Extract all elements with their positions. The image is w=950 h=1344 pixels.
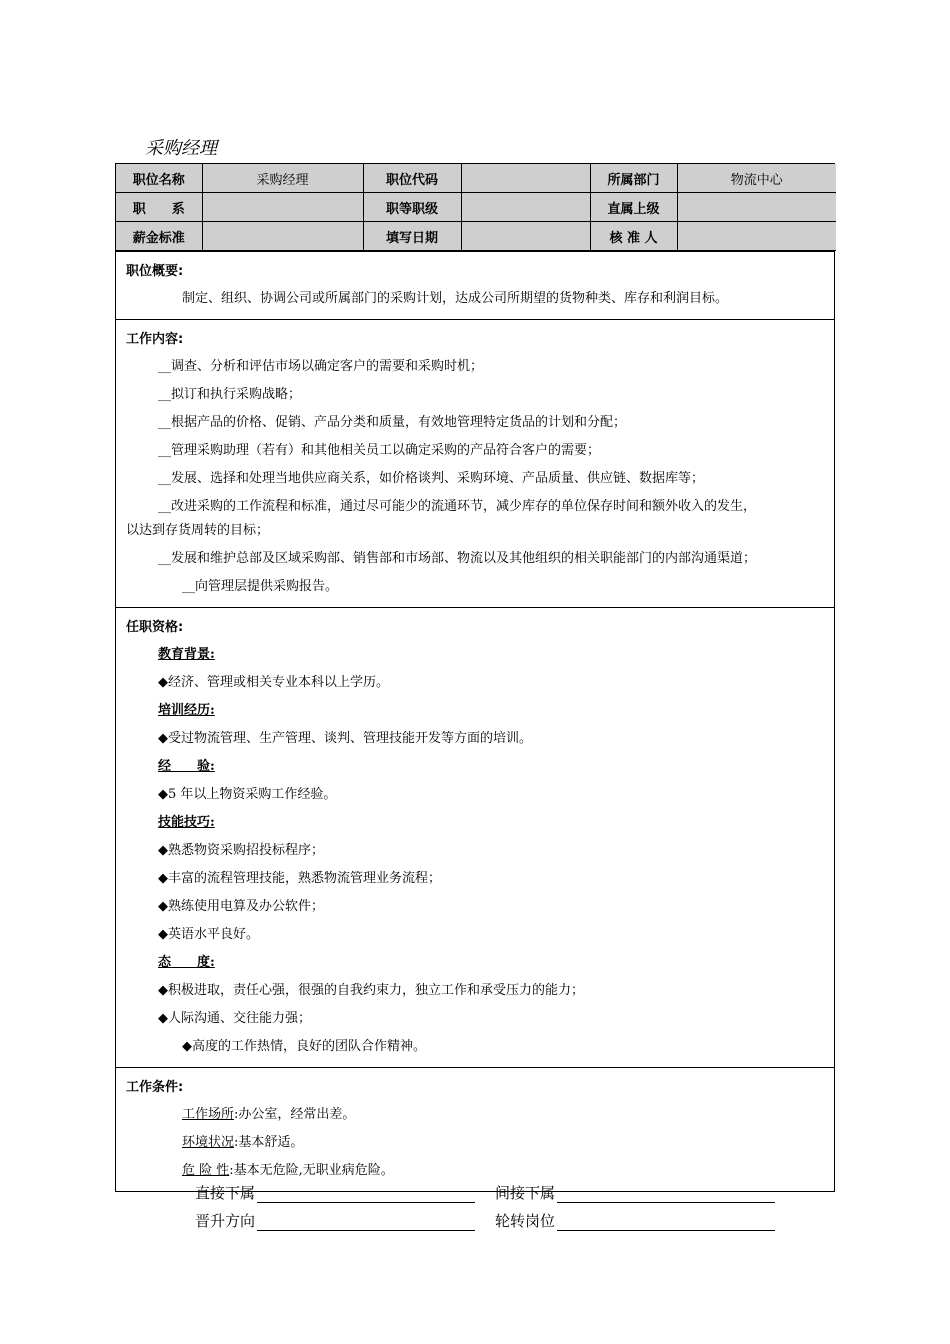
header-label: 职等职级 — [363, 193, 461, 222]
page-title: 采购经理 — [145, 138, 217, 159]
condition-key: 危 险 性 — [182, 1163, 230, 1178]
header-label: 薪金标准 — [116, 222, 202, 251]
duty-item: __根据产品的价格、促销、产品分类和质量，有效地管理特定货品的计划和分配； — [158, 415, 627, 430]
section-title: 工作内容: — [126, 332, 184, 347]
header-value: 物流中心 — [677, 164, 836, 193]
training-item: ◆受过物流管理、生产管理、谈判、管理技能开发等方面的培训。 — [158, 731, 532, 746]
header-value — [202, 222, 363, 251]
skill-item: ◆丰富的流程管理技能，熟悉物流管理业务流程； — [158, 871, 441, 886]
field-label: 间接下属 — [495, 1183, 556, 1202]
skill-item: ◆熟悉物资采购招投标程序； — [158, 843, 324, 858]
attitude-item: ◆高度的工作热情，良好的团队合作精神。 — [182, 1039, 426, 1054]
overview-section — [116, 251, 834, 319]
indirect-subordinate-field — [495, 1182, 795, 1203]
section-title: 任职资格: — [126, 620, 184, 635]
duty-item: __拟订和执行采购战略； — [158, 387, 302, 402]
header-label: 职位代码 — [363, 164, 461, 193]
footer-row — [195, 1206, 795, 1234]
condition-key: 工作场所 — [182, 1107, 235, 1122]
section-title: 工作条件: — [126, 1080, 184, 1095]
overview-text: 制定、组织、协调公司或所属部门的采购计划，达成公司所期望的货物种类、库存和利润目标。 — [182, 291, 729, 306]
duty-item: __改进采购的工作流程和标准，通过尽可能少的流通环节，减少库存的单位保存时间和额外收入的发生， — [158, 499, 757, 514]
attitude-item: ◆人际沟通、交往能力强； — [158, 1011, 311, 1026]
qualifications-section — [116, 607, 834, 1067]
header-value — [461, 193, 590, 222]
experience-heading: 经 验: — [158, 759, 215, 774]
header-value — [677, 193, 836, 222]
condition-key: 环境状况 — [182, 1135, 235, 1150]
header-label: 填写日期 — [363, 222, 461, 251]
experience-item: ◆5 年以上物资采购工作经验。 — [158, 787, 337, 802]
education-item: ◆经济、管理或相关专业本科以上学历。 — [158, 675, 389, 690]
fill-blank[interactable] — [557, 1186, 775, 1203]
section-title: 职位概要: — [126, 264, 184, 279]
header-value — [461, 222, 590, 251]
conditions-section — [116, 1067, 834, 1191]
direct-subordinate-field — [195, 1182, 495, 1203]
header-table — [116, 164, 836, 251]
header-label: 职 系 — [116, 193, 202, 222]
attitude-item: ◆积极进取，责任心强，很强的自我约束力，独立工作和承受压力的能力； — [158, 983, 584, 998]
job-description-form — [115, 163, 835, 1192]
condition-environment — [126, 1129, 824, 1157]
field-label: 直接下属 — [195, 1183, 256, 1202]
header-row — [116, 164, 836, 193]
training-heading: 培训经历: — [158, 703, 215, 718]
skill-item: ◆熟练使用电算及办公软件； — [158, 899, 324, 914]
skills-heading: 技能技巧: — [158, 815, 215, 830]
duty-item: __向管理层提供采购报告。 — [182, 579, 339, 594]
header-value: 采购经理 — [202, 164, 363, 193]
fill-blank[interactable] — [257, 1186, 475, 1203]
duty-item: __发展、选择和处理当地供应商关系，如价格谈判、采购环境、产品质量、供应链、数据库等； — [158, 471, 705, 486]
condition-place — [126, 1101, 824, 1129]
attitude-heading: 态 度: — [158, 955, 215, 970]
promotion-field — [195, 1210, 495, 1231]
header-value — [461, 164, 590, 193]
field-label: 晋升方向 — [195, 1211, 256, 1230]
condition-value: :办公室，经常出差。 — [234, 1107, 356, 1122]
skill-item: ◆英语水平良好。 — [158, 927, 259, 942]
header-label: 职位名称 — [116, 164, 202, 193]
fill-blank[interactable] — [257, 1214, 475, 1231]
footer-row — [195, 1178, 795, 1206]
header-label: 所属部门 — [590, 164, 677, 193]
header-value — [677, 222, 836, 251]
duty-item-continued: 以达到存货周转的目标； — [126, 523, 270, 538]
condition-value: :基本舒适。 — [234, 1135, 304, 1150]
header-row — [116, 193, 836, 222]
condition-value: :基本无危险,无职业病危险。 — [229, 1163, 394, 1178]
duty-item: __管理采购助理（若有）和其他相关员工以确定采购的产品符合客户的需要； — [158, 443, 601, 458]
header-row — [116, 222, 836, 251]
duties-section — [116, 319, 834, 607]
duty-item: __发展和维护总部及区域采购部、销售部和市场部、物流以及其他组织的相关职能部门的内部沟通渠道； — [158, 551, 757, 566]
header-value — [202, 193, 363, 222]
education-heading: 教育背景: — [158, 647, 215, 662]
fill-blank[interactable] — [557, 1214, 775, 1231]
duty-item: __调查、分析和评估市场以确定客户的需要和采购时机； — [158, 359, 484, 374]
header-label: 直属上级 — [590, 193, 677, 222]
field-label: 轮转岗位 — [495, 1211, 556, 1230]
footer-fields — [195, 1178, 795, 1234]
rotation-field — [495, 1210, 795, 1231]
header-label: 核 准 人 — [590, 222, 677, 251]
